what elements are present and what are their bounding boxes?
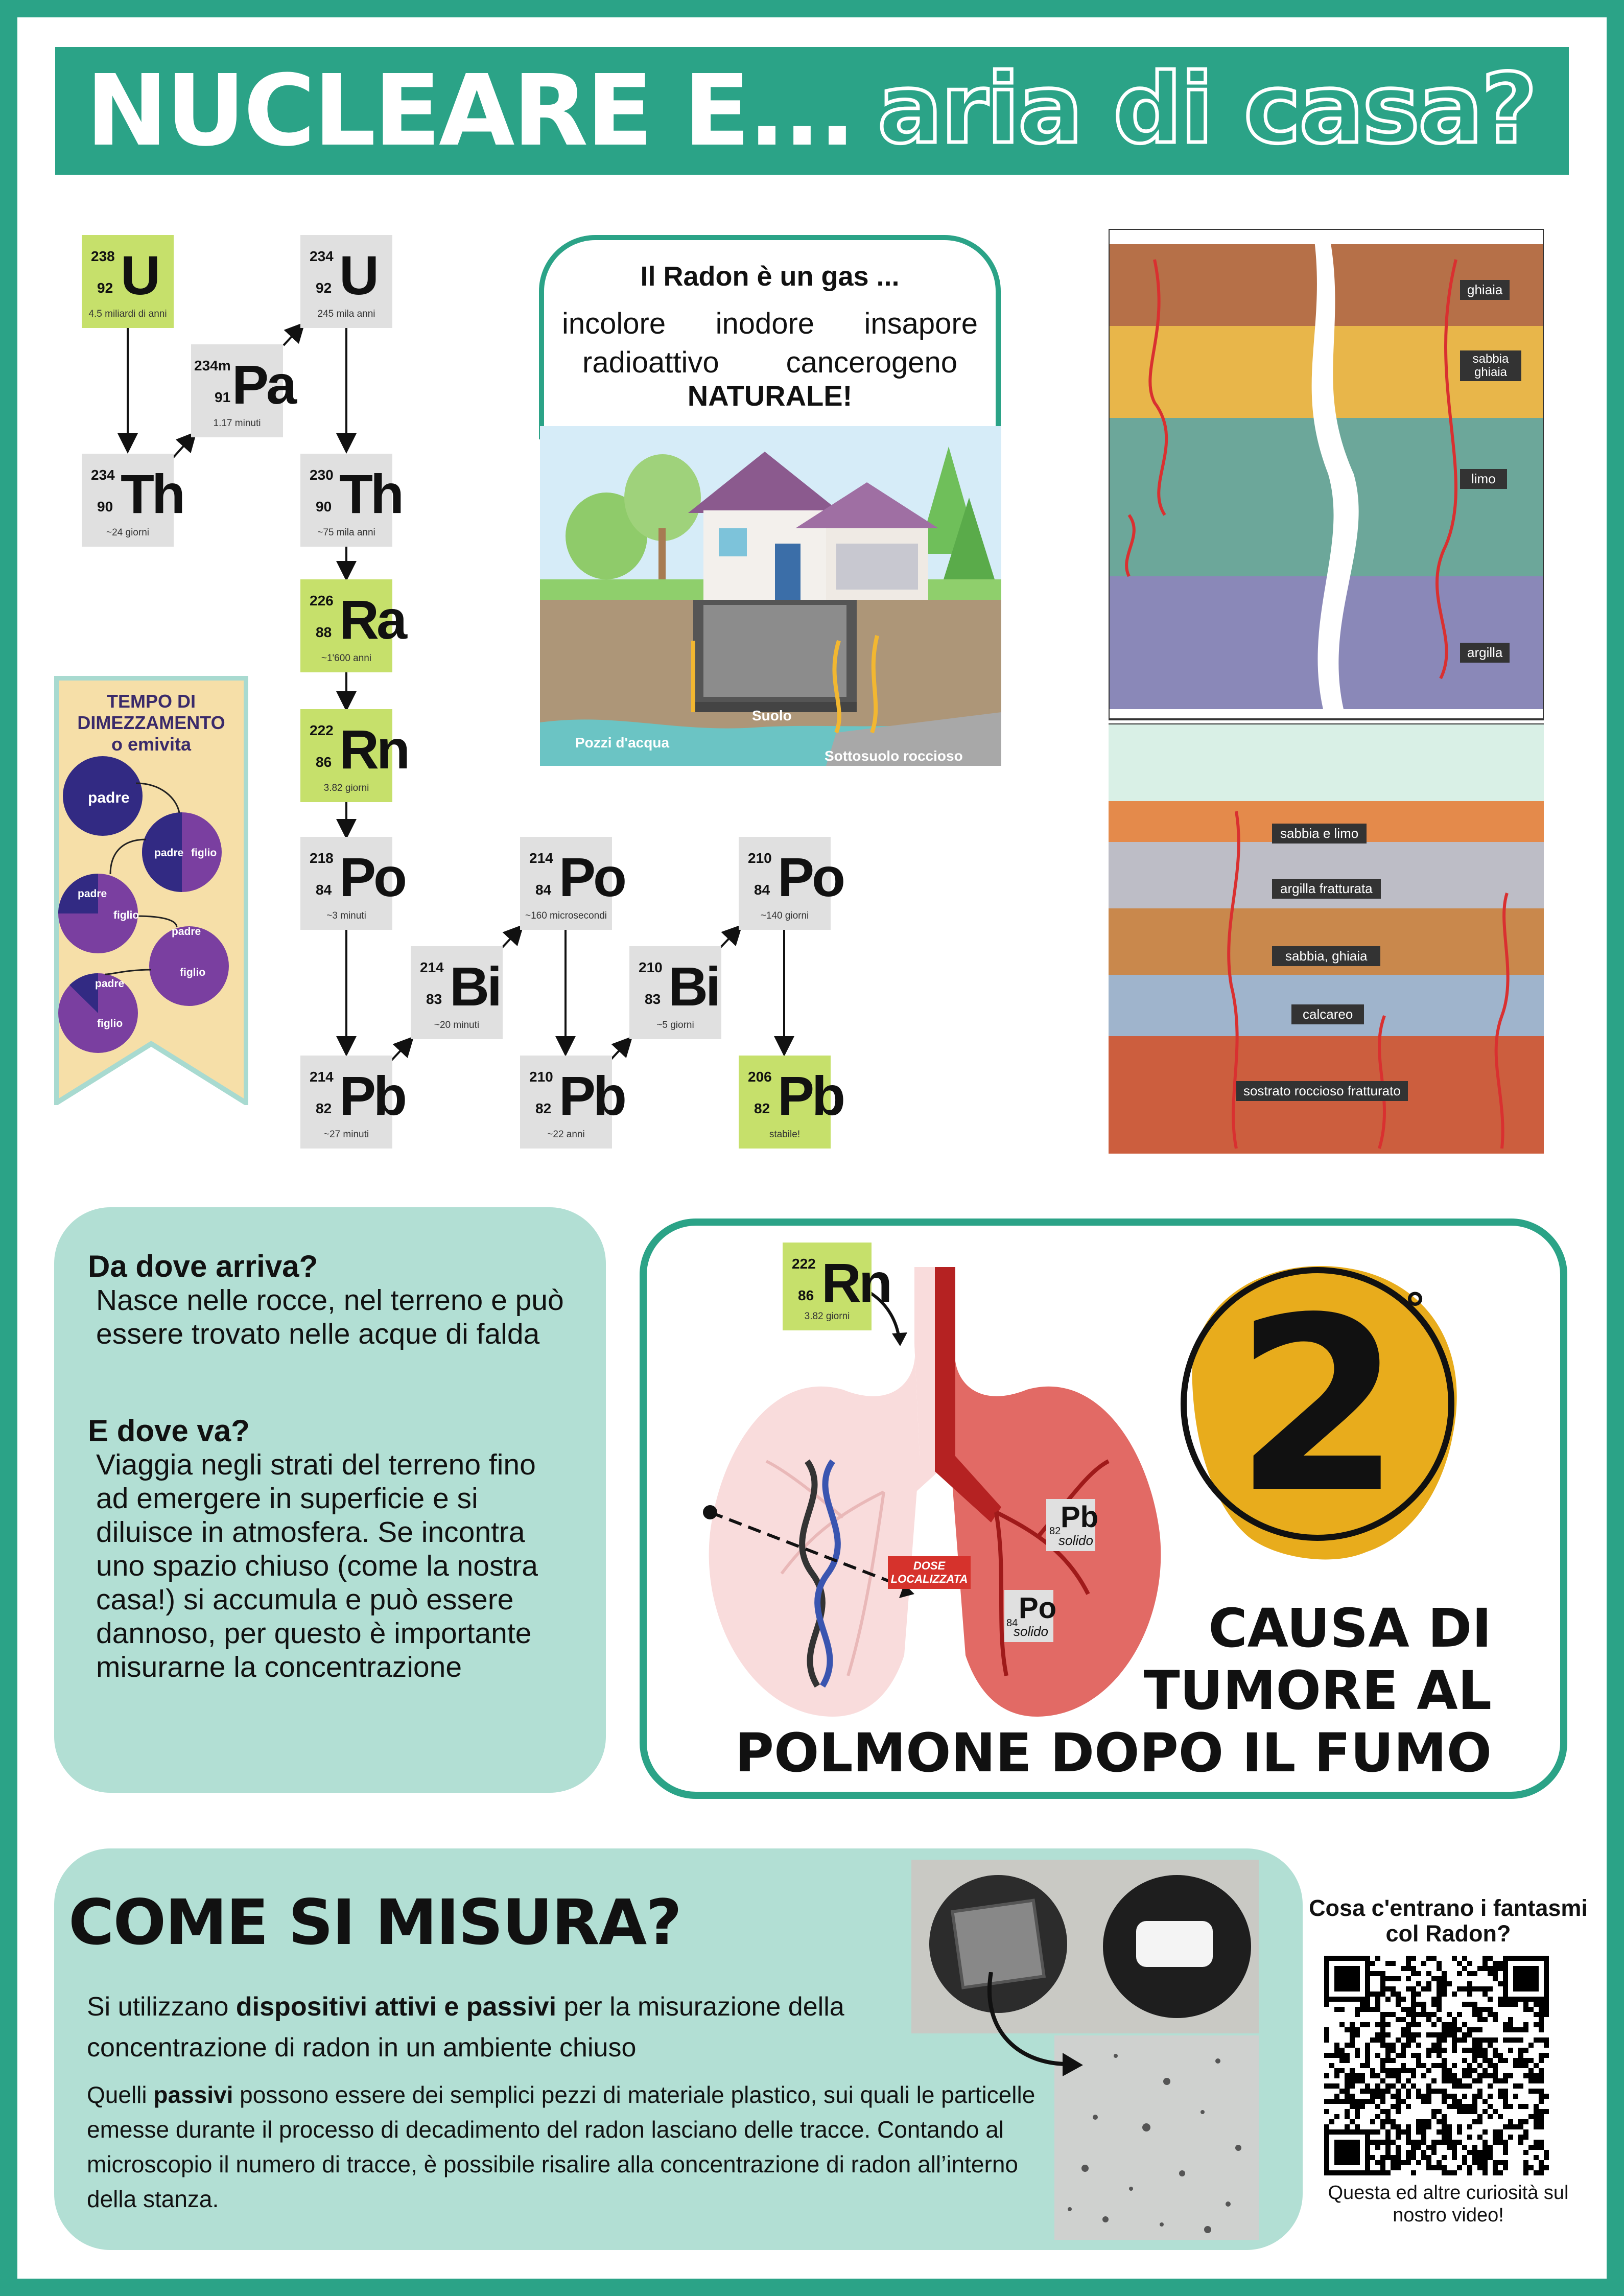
rank-number: 2 — [1234, 1266, 1402, 1545]
soil-label-argilla: argilla — [1460, 643, 1510, 663]
tile-u238: 238 92 U 4.5 miliardi di anni — [82, 235, 174, 328]
soil-label-sabbia-ghiaia-2: sabbia, ghiaia — [1272, 946, 1380, 966]
dose-label: DOSE LOCALIZZATA — [890, 1559, 968, 1585]
soil-label-ghiaia: ghiaia — [1460, 280, 1510, 300]
radon-card-title: Il Radon è un gas ... — [640, 261, 900, 292]
padre-label: padre — [95, 978, 125, 990]
padre-label: padre — [154, 847, 184, 859]
tile-pb210: 210 82 Pb ~22 anni — [520, 1056, 612, 1149]
qr-caption: Questa ed altre curiosità sul nostro video! — [1328, 2182, 1569, 2226]
measure-arrow — [981, 1972, 1088, 2084]
tile-bi214: 214 83 Bi ~20 minuti — [411, 946, 503, 1039]
lung-tile-po: 84 Po solido — [1004, 1590, 1053, 1642]
padre-label: padre — [172, 926, 201, 938]
tile-ra226: 226 88 Ra ~1'600 anni — [300, 579, 392, 672]
figlio-label: figlio — [180, 967, 206, 978]
tile-pa234: 234m 91 Pa 1.17 minuti — [191, 344, 283, 437]
info-question-1: Da dove arriva? — [88, 1249, 318, 1283]
tile-th230: 230 90 Th ~75 mila anni — [300, 454, 392, 547]
title-main: NUCLEARE E... — [86, 54, 854, 168]
tile-po218: 218 84 Po ~3 minuti — [300, 837, 392, 930]
padre-label: padre — [88, 789, 130, 806]
banner-title: TEMPO DI DIMEZZAMENTO o emivita — [77, 691, 225, 755]
cause-line-2: TUMORE AL — [1143, 1659, 1492, 1722]
tile-pb214: 214 82 Pb ~27 minuti — [300, 1056, 392, 1149]
tile-pb206: 206 82 Pb stabile! — [739, 1056, 831, 1149]
padre-label: padre — [78, 888, 107, 900]
label-pozzi: Pozzi d'acqua — [575, 735, 670, 751]
figlio-label: figlio — [97, 1018, 123, 1029]
lung-tile-pb: 82 Pb solido — [1046, 1499, 1095, 1551]
radon-properties-2: radioattivo cancerogeno — [582, 346, 957, 379]
label-sottosuolo: Sottosuolo roccioso — [825, 748, 963, 764]
tile-rn222: 222 86 Rn 3.82 giorni — [300, 709, 392, 802]
info-question-2: E dove va? — [88, 1414, 250, 1448]
title-outline: aria di casa? — [878, 53, 1536, 165]
label-suolo: Suolo — [752, 708, 792, 723]
qr-code[interactable] — [1324, 1956, 1549, 2175]
soil-label-sabbia-limo: sabbia e limo — [1272, 824, 1367, 844]
soil-label-limo: limo — [1460, 469, 1507, 489]
radon-properties-1: incolore inodore insapore — [562, 307, 978, 340]
rank-degree: ° — [1406, 1283, 1424, 1334]
cause-line-1: CAUSA DI — [1208, 1597, 1492, 1659]
soil-label-argilla-fratturata: argilla fratturata — [1272, 879, 1381, 899]
radon-natural: NATURALE! — [687, 380, 853, 412]
tile-po214: 214 84 Po ~160 microsecondi — [520, 837, 612, 930]
soil-label-calcareo: calcareo — [1291, 1004, 1364, 1024]
figlio-label: figlio — [113, 909, 139, 921]
tile-u234: 234 92 U 245 mila anni — [300, 235, 392, 328]
measure-heading: COME SI MISURA? — [68, 1886, 681, 1959]
qr-question: Cosa c'entrano i fantasmi col Radon? — [1309, 1895, 1588, 1947]
cause-line-3: POLMONE DOPO IL FUMO — [735, 1722, 1492, 1784]
soil-label-sostrato: sostrato roccioso fratturato — [1236, 1081, 1408, 1101]
measure-paragraph-2: Quelli passivi possono essere dei semplici pezzi di materiale plastico, sui quali le particelle emesse durante il processo di decadimento del radon lasciano delle tracce. Contando al microscopio il numero di tracce, è possibile risalire alla concentrazione di radon all’interno della stanza. — [87, 2081, 1035, 2212]
lung-tile-rn222: 222 86 Rn 3.82 giorni — [783, 1243, 872, 1330]
tile-th234: 234 90 Th ~24 giorni — [82, 454, 174, 547]
figlio-label: figlio — [191, 847, 217, 859]
tile-bi210: 210 83 Bi ~5 giorni — [629, 946, 721, 1039]
soil-label-sabbia-ghiaia: sabbia ghiaia — [1460, 350, 1521, 381]
info-answer-1: Nasce nelle rocce, nel terreno e può essere trovato nelle acque di falda — [96, 1284, 564, 1350]
measure-paragraph-1: Si utilizzano dispositivi attivi e passivi per la misurazione della concentrazione di radon in un ambiente chiuso — [87, 1992, 844, 2063]
info-answer-2: Viaggia negli strati del terreno fino ad emergere in superficie e si diluisce in atmosfera. Se incontra uno spazio chiuso (come la nostra casa!) si accumula e può essere dannoso, per questo è importante misurarne la concentrazione — [96, 1448, 538, 1683]
tile-po210: 210 84 Po ~140 giorni — [739, 837, 831, 930]
